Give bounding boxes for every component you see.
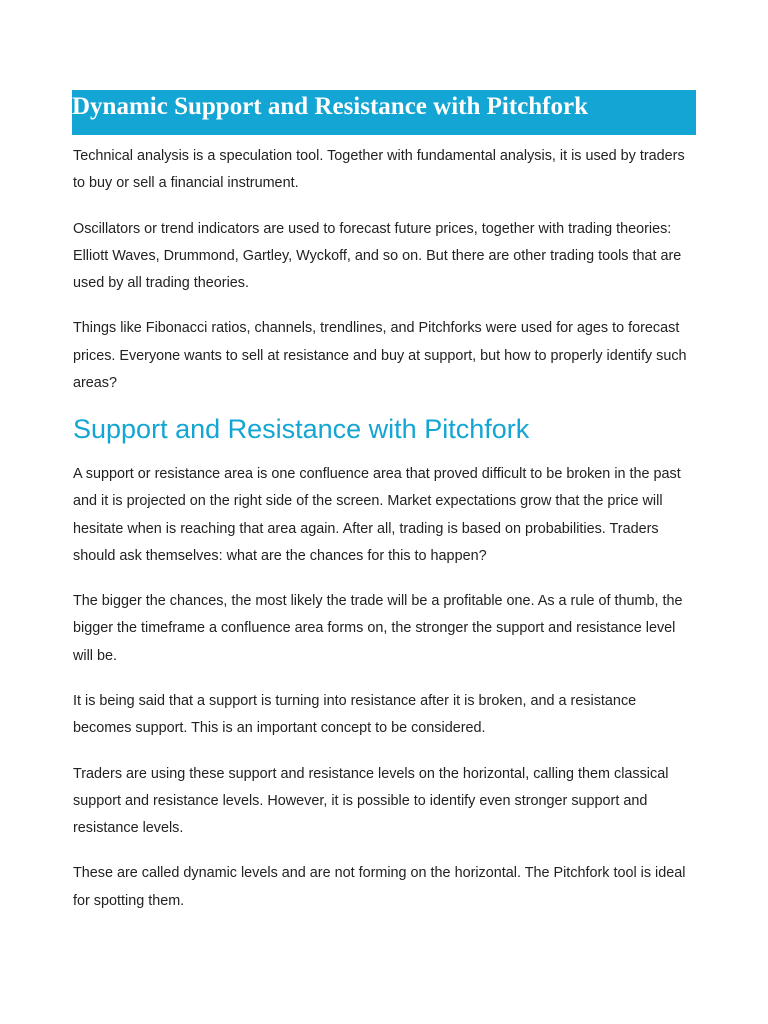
intro-paragraph-1: Technical analysis is a speculation tool. Together with fundamental analysis, it is used by traders to buy or sell a financial instrument.: [73, 148, 685, 192]
intro-paragraph-3: Things like Fibonacci ratios, channels, trendlines, and Pitchforks were used for ages to forecast prices. Everyone wants to sell at resistance and buy at support, but how to properly identify such areas?: [73, 320, 687, 391]
section-paragraph-4: Traders are using these support and resistance levels on the horizontal, calling them classical support and resistance levels. However, it is possible to identify even stronger support and resistance levels.: [73, 765, 669, 836]
title-banner: [72, 90, 696, 135]
section-heading: Support and Resistance with Pitchfork: [73, 414, 530, 445]
section-paragraph-2: The bigger the chances, the most likely the trade will be a profitable one. As a rule of thumb, the bigger the timeframe a confluence area forms on, the stronger the support and resistance level will be.: [73, 593, 683, 664]
document-body: [73, 143, 697, 933]
intro-paragraph-2: Oscillators or trend indicators are used to forecast future prices, together with trading theories: Elliott Waves, Drummond, Gartley, Wyckoff, and so on. But there are other trading tools that are used by all trading theories.: [73, 220, 682, 291]
document-title: Dynamic Support and Resistance with Pitchfork: [72, 93, 588, 120]
section-paragraph-5: These are called dynamic levels and are not forming on the horizontal. The Pitchfork tool is ideal for spotting them.: [73, 865, 686, 909]
section-paragraph-3: It is being said that a support is turning into resistance after it is broken, and a resistance becomes support. This is an important concept to be considered.: [73, 692, 637, 737]
section-paragraph-1: A support or resistance area is one confluence area that proved difficult to be broken in the past and it is projected on the right side of the screen. Market expectations grow that the price will hesitate when is reaching that area again. After all, trading is based on probabilities. Traders should ask themselves: what are the chances for this to happen?: [73, 466, 681, 564]
